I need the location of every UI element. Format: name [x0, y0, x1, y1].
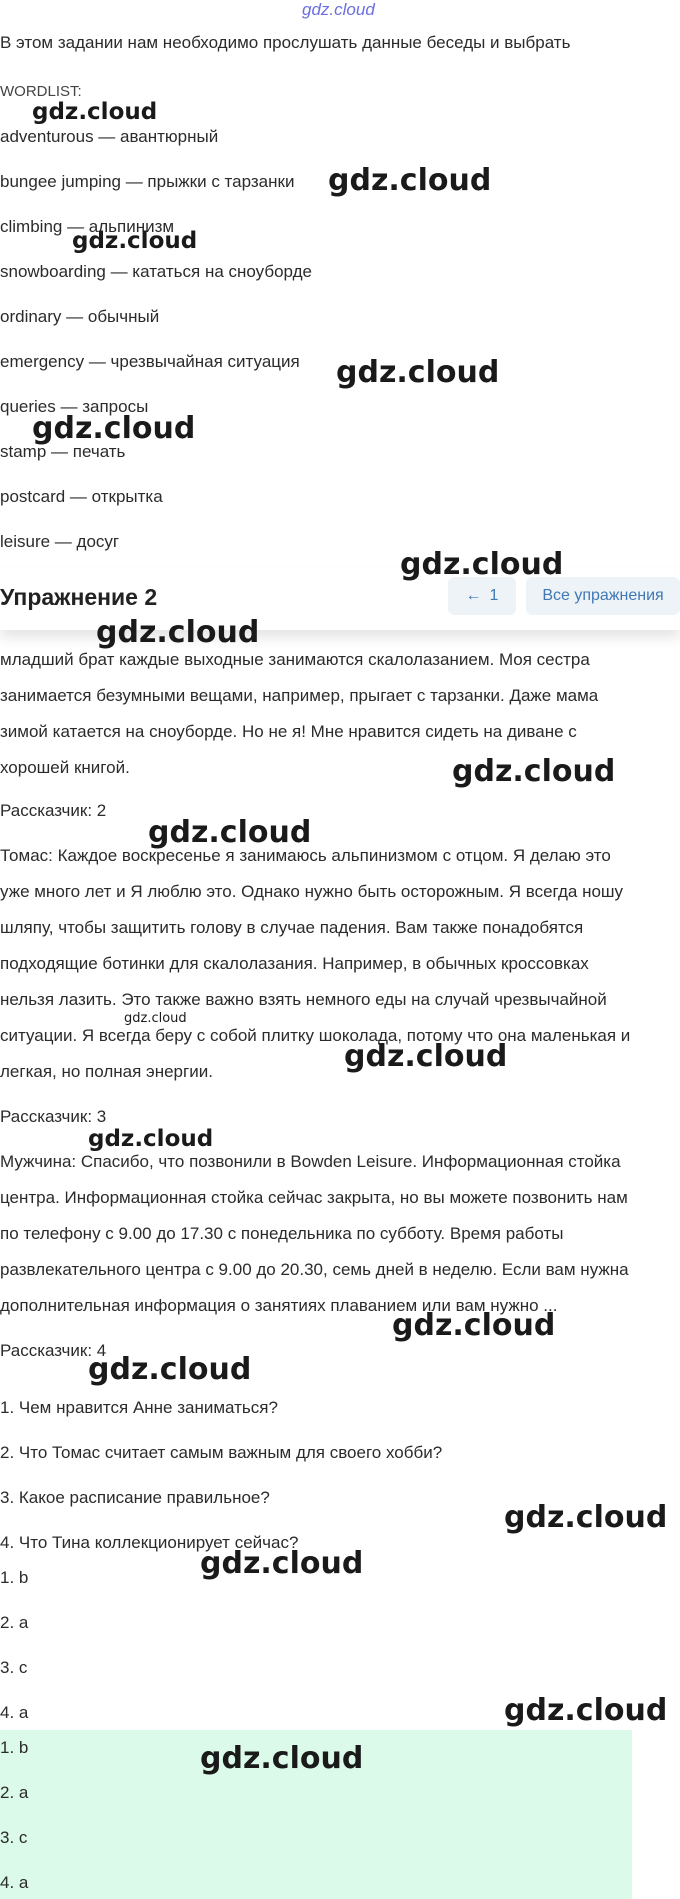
wordlist-item: stamp — печать: [0, 442, 126, 461]
site-logo-mark: gdz.cloud: [302, 0, 375, 19]
wordlist-item: emergency — чрезвычайная ситуация: [0, 352, 300, 371]
story-line: младший брат каждые выходные занимаются скалолазанием. Моя сестра: [0, 650, 590, 669]
narrator-label: Рассказчик: 2: [0, 801, 107, 820]
wordlist-item: leisure — досуг: [0, 532, 120, 551]
wordlist-item: adventurous — авантюрный: [0, 127, 219, 146]
previous-exercise-button[interactable]: [448, 577, 516, 615]
all-exercises-button[interactable]: [526, 577, 680, 615]
story-line: развлекательного центра с 9.00 до 20.30, семь дней в неделю. Если вам нужна: [0, 1260, 629, 1279]
final-answer-item: 3. c: [0, 1828, 28, 1847]
story-line: центра. Информационная стойка сейчас закрыта, но вы можете позвонить нам: [0, 1188, 628, 1207]
final-answer-item: 2. a: [0, 1783, 29, 1802]
watermark: gdz.cloud: [96, 615, 260, 650]
narrator-label: Рассказчик: 4: [0, 1341, 107, 1360]
question-item: 2. Что Томас считает самым важным для своего хобби?: [0, 1443, 443, 1462]
previous-exercise-label: 1: [489, 587, 499, 604]
intro-text: В этом задании нам необходимо прослушать данные беседы и выбрать: [0, 33, 571, 52]
final-answer-item: 4. a: [0, 1873, 29, 1892]
answer-item: 1. b: [0, 1568, 29, 1587]
watermark: gdz.cloud: [88, 1126, 214, 1152]
watermark: gdz.cloud: [392, 1308, 556, 1343]
watermark: gdz.cloud: [400, 547, 564, 582]
story-line: нельзя лазить. Это также важно взять немного еды на случай чрезвычайной: [0, 990, 607, 1009]
story-line: шляпу, чтобы защитить голову в случае падения. Вам также понадобятся: [0, 918, 584, 937]
watermark: gdz.cloud: [124, 1011, 187, 1026]
wordlist-item: bungee jumping — прыжки с тарзанки: [0, 172, 295, 191]
story-line: легкая, но полная энергии.: [0, 1062, 213, 1081]
wordlist-item: postcard — открытка: [0, 487, 163, 506]
wordlist-item: snowboarding — кататься на сноуборде: [0, 262, 312, 281]
wordlist-item: climbing — альпинизм: [0, 217, 175, 236]
watermark: gdz.cloud: [200, 1741, 364, 1776]
watermark: gdz.cloud: [504, 1500, 668, 1535]
watermark: gdz.cloud: [88, 1352, 252, 1387]
all-exercises-label: Все упражнения: [542, 587, 664, 604]
final-answer-item: 1. b: [0, 1738, 29, 1757]
watermark: gdz.cloud: [452, 754, 616, 789]
story-line: по телефону с 9.00 до 17.30 с понедельника по субботу. Время работы: [0, 1224, 564, 1243]
wordlist-item: ordinary — обычный: [0, 307, 160, 326]
watermark: gdz.cloud: [328, 163, 492, 198]
story-line: ситуации. Я всегда беру с собой плитку шоколада, потому что она маленькая и: [0, 1026, 631, 1045]
story-line: Мужчина: Спасибо, что позвонили в Bowden Leisure. Информационная стойка: [0, 1152, 621, 1171]
watermark: gdz.cloud: [336, 355, 500, 390]
narrator-label: Рассказчик: 3: [0, 1107, 107, 1126]
arrow-left-icon: ←: [465, 587, 482, 604]
watermark: gdz.cloud: [32, 411, 196, 446]
watermark: gdz.cloud: [148, 815, 312, 850]
story-line: зимой катается на сноуборде. Но не я! Мне нравится сидеть на диване с: [0, 722, 577, 741]
wordlist-item: queries — запросы: [0, 397, 149, 416]
story-line: подходящие ботинки для скалолазания. Например, в обычных кроссовках: [0, 954, 589, 973]
answer-item: 4. a: [0, 1703, 29, 1722]
story-line: занимается безумными вещами, например, прыгает с тарзанки. Даже мама: [0, 686, 599, 705]
watermark: gdz.cloud: [72, 228, 198, 254]
exercise-title: Упражнение 2: [0, 584, 158, 610]
story-line: дополнительная информация о занятиях плаванием или вам нужно ...: [0, 1296, 558, 1315]
answer-item: 3. c: [0, 1658, 28, 1677]
story-line: хорошей книгой.: [0, 758, 130, 777]
story-line: Томас: Каждое воскресенье я занимаюсь альпинизмом с отцом. Я делаю это: [0, 846, 611, 865]
story-line: уже много лет и Я люблю это. Однако нужно быть осторожным. Я всегда ношу: [0, 882, 624, 901]
question-item: 4. Что Тина коллекционирует сейчас?: [0, 1533, 299, 1552]
wordlist-label: WORDLIST:: [0, 83, 82, 100]
question-item: 1. Чем нравится Анне заниматься?: [0, 1398, 278, 1417]
watermark: gdz.cloud: [200, 1546, 364, 1581]
watermark: gdz.cloud: [32, 99, 158, 125]
watermark: gdz.cloud: [504, 1693, 668, 1728]
answer-item: 2. a: [0, 1613, 29, 1632]
watermark: gdz.cloud: [344, 1039, 508, 1074]
question-item: 3. Какое расписание правильное?: [0, 1488, 270, 1507]
